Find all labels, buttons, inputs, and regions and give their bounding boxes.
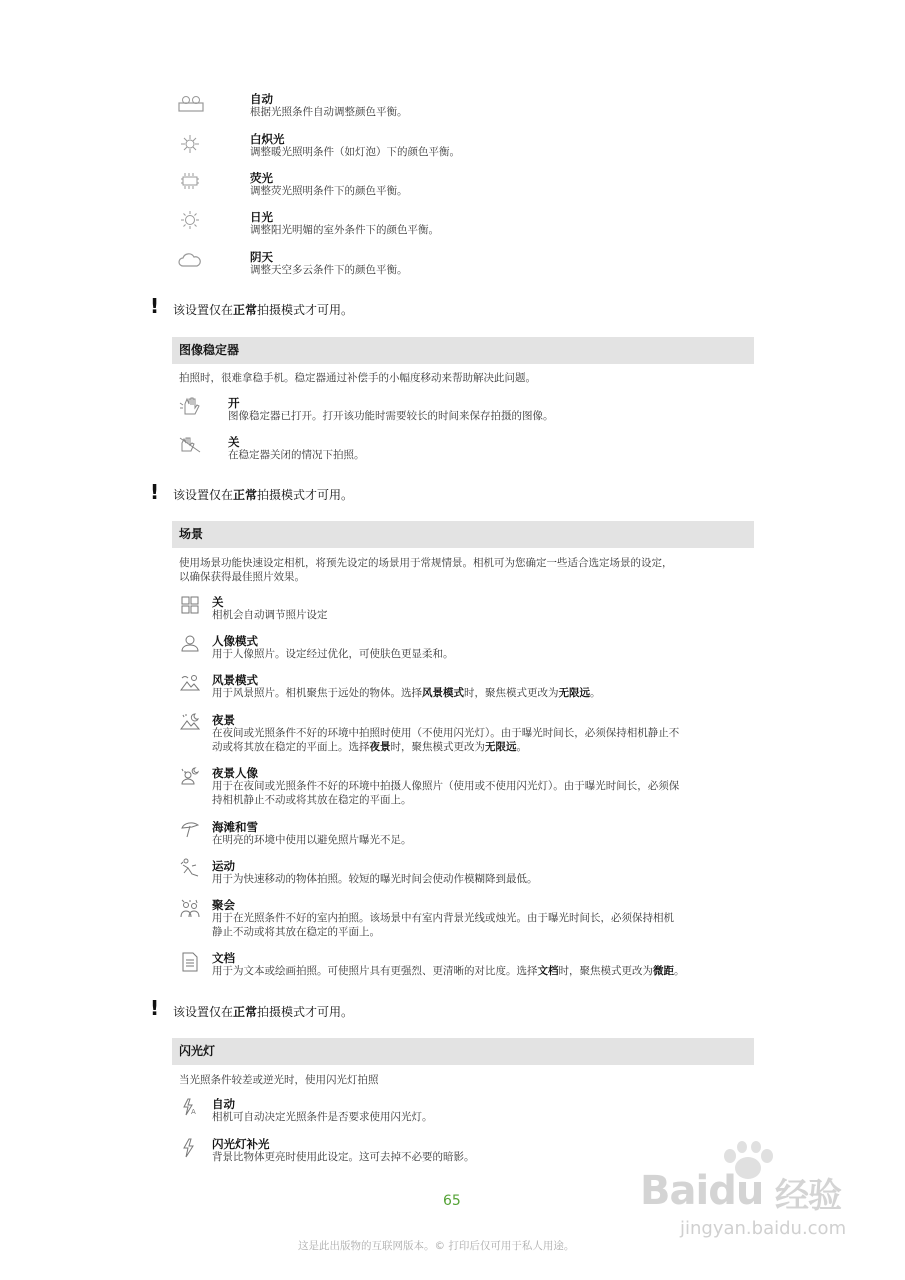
wb-incandescent-desc: 调整暖光照明条件（如灯泡）下的颜色平衡。 — [250, 146, 460, 158]
scene-night-portrait-desc-line2: 持相机静止不动或将其放在稳定的平面上。 — [212, 794, 412, 806]
wb-daylight-title: 日光 — [250, 210, 273, 224]
exclamation-icon: ! — [150, 294, 160, 318]
section-heading-stabilizer: 图像稳定器 — [172, 337, 754, 364]
wb-auto-title: 自动 — [250, 92, 273, 106]
wb-fluorescent-title: 荧光 — [250, 171, 273, 185]
wb-auto-desc: 根据光照条件自动调整颜色平衡。 — [250, 106, 408, 118]
scene-intro-line2: 以确保获得最佳照片效果。 — [179, 571, 305, 583]
exclamation-icon: ! — [150, 480, 160, 504]
page-number: 65 — [443, 1193, 461, 1209]
sports-icon — [180, 858, 202, 878]
footer-notice: 这是此出版物的互联网版本。© 打印后仅可用于私人用途。 — [298, 1240, 575, 1252]
scene-night-desc-line2: 动或将其放在稳定的平面上。选择夜景时，聚焦模式更改为无限远。 — [212, 741, 527, 753]
scene-portrait-title: 人像模式 — [212, 634, 258, 648]
scene-night-title: 夜景 — [212, 713, 235, 727]
scene-off-title: 关 — [212, 595, 224, 609]
scene-intro-line1: 使用场景功能快速设定相机，将预先设定的场景用于常规情景。相机可为您确定一些适合选定场景的设定， — [179, 557, 673, 569]
flash-intro: 当光照条件较差或逆光时，使用闪光灯拍照 — [179, 1074, 379, 1086]
watermark-url: jingyan.baidu.com — [680, 1218, 847, 1239]
scene-sports-desc: 用于为快速移动的物体拍照。较短的曝光时间会使动作模糊降到最低。 — [212, 873, 538, 885]
stabilizer-intro: 拍照时，很难拿稳手机。稳定器通过补偿手的小幅度移动来帮助解决此问题。 — [179, 372, 536, 384]
wb-daylight-desc: 调整阳光明媚的室外条件下的颜色平衡。 — [250, 224, 439, 236]
daylight-icon — [180, 210, 200, 230]
scene-landscape-desc: 用于风景照片。相机聚焦于远处的物体。选择风景模式时，聚焦模式更改为无限远。 — [212, 687, 601, 699]
scene-night-portrait-title: 夜景人像 — [212, 766, 258, 780]
stabilizer-off-icon — [178, 436, 202, 454]
portrait-icon — [181, 634, 199, 652]
flash-auto-icon — [179, 1098, 199, 1116]
scene-beach-title: 海滩和雪 — [212, 820, 258, 834]
scene-party-title: 聚会 — [212, 898, 235, 912]
cloudy-icon — [178, 252, 202, 268]
scene-sports-title: 运动 — [212, 859, 235, 873]
scene-document-title: 文档 — [212, 951, 235, 965]
scene-portrait-desc: 用于人像照片。设定经过优化，可使肤色更显柔和。 — [212, 648, 454, 660]
party-icon — [180, 899, 200, 919]
incandescent-icon — [180, 134, 200, 154]
flash-auto-desc: 相机可自动决定光照条件是否要求使用闪光灯。 — [212, 1111, 433, 1123]
svg-text:A: A — [191, 1108, 196, 1116]
warning-text: 该设置仅在正常拍摄模式才可用。 — [173, 488, 354, 502]
flash-auto-title: 自动 — [212, 1097, 235, 1111]
scene-document-desc: 用于为文本或绘画拍照。可使照片具有更强烈、更清晰的对比度。选择文档时，聚焦模式更改为微距。 — [212, 965, 685, 977]
section-heading-flash: 闪光灯 — [172, 1038, 754, 1065]
scene-night-desc-line1: 在夜间或光照条件不好的环境中拍照时使用（不使用闪光灯）。由于曝光时间长，必须保持相机静止不 — [212, 727, 680, 739]
scene-off-desc: 相机会自动调节照片设定 — [212, 609, 328, 621]
grid-icon — [181, 596, 199, 614]
stabilizer-on-title: 开 — [228, 396, 240, 410]
warning-text: 该设置仅在正常拍摄模式才可用。 — [173, 303, 354, 317]
beach-umbrella-icon — [180, 820, 200, 838]
fluorescent-icon — [180, 172, 200, 190]
watermark-brand: Baidu — [640, 1168, 764, 1214]
stabilizer-off-desc: 在稳定器关闭的情况下拍照。 — [228, 449, 365, 461]
wb-incandescent-title: 白炽光 — [250, 132, 285, 146]
scene-party-desc-line2: 静止不动或将其放在稳定的平面上。 — [212, 926, 380, 938]
scene-beach-desc: 在明亮的环境中使用以避免照片曝光不足。 — [212, 834, 412, 846]
auto-wb-icon — [178, 94, 204, 112]
wb-cloudy-desc: 调整天空多云条件下的颜色平衡。 — [250, 264, 408, 276]
section-heading-scene: 场景 — [172, 521, 754, 548]
scene-night-portrait-desc-line1: 用于在夜间或光照条件不好的环境中拍摄人像照片（使用或不使用闪光灯）。由于曝光时间长，必须保 — [212, 780, 680, 792]
stabilizer-on-desc: 图像稳定器已打开。打开该功能时需要较长的时间来保存拍摄的图像。 — [228, 410, 554, 422]
wb-cloudy-title: 阴天 — [250, 250, 273, 264]
warning-text: 该设置仅在正常拍摄模式才可用。 — [173, 1005, 354, 1019]
stabilizer-off-title: 关 — [228, 435, 240, 449]
wb-fluorescent-desc: 调整荧光照明条件下的颜色平衡。 — [250, 185, 408, 197]
landscape-icon — [180, 674, 200, 692]
night-portrait-icon — [180, 767, 200, 785]
flash-fill-desc: 背景比物体更亮时使用此设定。这可去掉不必要的暗影。 — [212, 1151, 475, 1163]
watermark-cn: 经验 — [775, 1176, 841, 1216]
scene-landscape-title: 风景模式 — [212, 673, 258, 687]
exclamation-icon: ! — [150, 996, 160, 1020]
night-landscape-icon — [180, 713, 200, 731]
fill-flash-icon — [181, 1138, 195, 1158]
stabilizer-on-icon — [179, 396, 203, 416]
scene-party-desc-line1: 用于在光照条件不好的室内拍照。该场景中有室内背景光线或烛光。由于曝光时间长，必须保持相机 — [212, 912, 674, 924]
flash-fill-title: 闪光灯补光 — [212, 1137, 270, 1151]
document-icon — [181, 952, 199, 972]
